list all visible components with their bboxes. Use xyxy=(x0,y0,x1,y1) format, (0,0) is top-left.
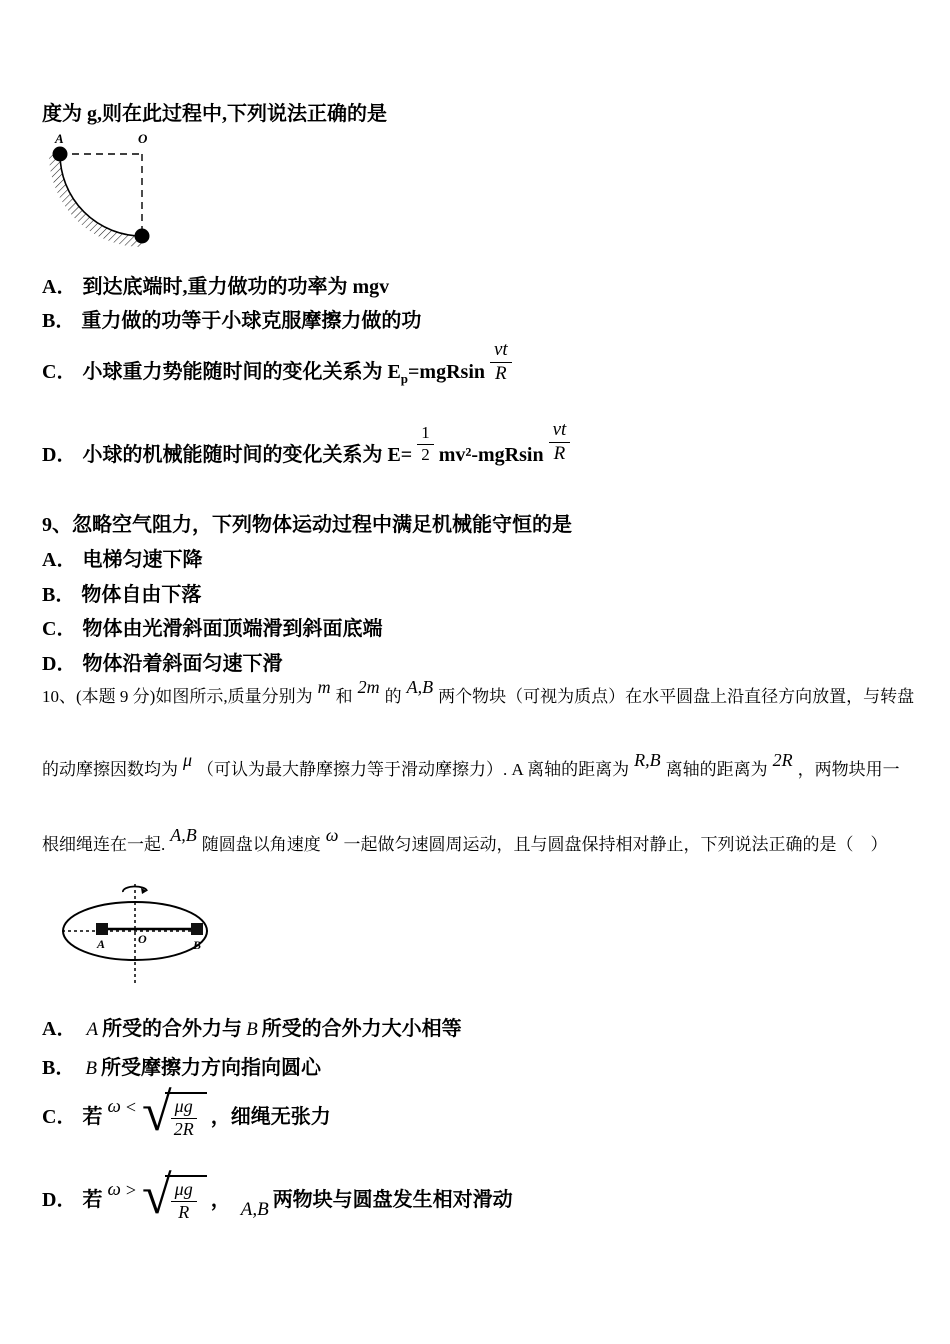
option-label: A． xyxy=(42,549,77,571)
q8-option-b xyxy=(42,304,421,333)
radical-sign: √ xyxy=(142,1165,172,1225)
q10-option-c xyxy=(42,1082,331,1142)
stem-text: 随圆盘以角速度 xyxy=(201,835,321,854)
fraction-numerator: vt xyxy=(490,340,512,363)
q8-stem: 度为 g,则在此过程中,下列说法正确的是 xyxy=(42,103,387,125)
q10-stem-line2 xyxy=(42,751,900,783)
label-block-b: B xyxy=(193,938,202,952)
stem-text: 根细绳连在一起. xyxy=(42,835,166,854)
math-2m: 2m xyxy=(357,677,380,697)
math-A: A xyxy=(86,1019,99,1040)
label-point-o: O xyxy=(138,131,148,146)
radicand xyxy=(165,1092,207,1140)
track-arc xyxy=(60,154,142,236)
sqrt-mu-g-over-R xyxy=(142,1165,207,1225)
option-text: 所受的合外力与 xyxy=(102,1018,243,1040)
sqrt-mu-g-over-2R xyxy=(142,1082,207,1142)
equation-text: =mgRsin xyxy=(408,360,485,383)
option-label: D． xyxy=(42,653,77,675)
option-text xyxy=(42,1183,102,1212)
stem-text: 和 xyxy=(335,687,353,706)
q10-stem-line3 xyxy=(42,826,887,858)
fraction-mug-over-R xyxy=(171,1180,197,1223)
option-text: 物体自由下落 xyxy=(81,584,202,606)
option-text: 电梯匀速下降 xyxy=(82,549,203,571)
math-m: m xyxy=(317,677,331,697)
label-block-a: A xyxy=(97,937,106,951)
fraction-numerator: μg xyxy=(171,1097,197,1119)
option-text: 所受摩擦力方向指向圆心 xyxy=(100,1057,321,1079)
option-text xyxy=(42,1100,102,1129)
q9-option-b xyxy=(42,578,201,607)
label-point-a: A xyxy=(55,131,64,146)
q10-option-b xyxy=(42,1051,321,1080)
fraction-denominator: R xyxy=(553,442,566,464)
block-b xyxy=(191,923,203,935)
option-text-ruo: 若 xyxy=(82,1189,103,1211)
q10-option-a xyxy=(42,1012,462,1041)
option-text xyxy=(42,438,412,467)
stem-text: （可认为最大静摩擦力等于滑动摩擦力）. A 离轴的距离为 xyxy=(197,760,630,779)
comma: ， xyxy=(210,1189,231,1211)
option-text: 到达底端时,重力做功的功率为 mgv xyxy=(82,276,390,298)
radical-sign: √ xyxy=(142,1082,172,1142)
q10-stem-line1 xyxy=(42,678,914,710)
option-text: 重力做的功等于小球克服摩擦力做的功 xyxy=(81,310,422,332)
option-tail: 两物块与圆盘发生相对滑动 xyxy=(272,1189,513,1211)
math-omega: ω xyxy=(107,1096,121,1117)
block-a xyxy=(96,923,108,935)
q8-option-a xyxy=(42,270,389,299)
math-AB: A,B xyxy=(240,1199,269,1220)
stem-text: 两个物块（可视为质点）在水平圆盘上沿直径方向放置，与转盘 xyxy=(438,687,915,706)
math-AB: A,B xyxy=(406,677,434,697)
label-center-o: O xyxy=(138,932,147,946)
fraction-denominator: R xyxy=(178,1201,190,1222)
greater-than-sign: > xyxy=(125,1180,137,1200)
q8-option-d xyxy=(42,420,575,467)
option-label: D． xyxy=(42,1189,77,1211)
stem-text: 一起做匀速圆周运动，且与圆盘保持相对静止，下列说法正确的是（ ） xyxy=(343,835,888,854)
q8-option-c xyxy=(42,340,517,387)
stem-text: 的 xyxy=(384,687,402,706)
q8-figure-quarter-track xyxy=(44,128,164,253)
option-label: D． xyxy=(42,443,77,466)
fraction-denominator: 2R xyxy=(173,1118,194,1139)
math-B: B xyxy=(85,1058,97,1079)
subscript-p: p xyxy=(400,370,409,386)
fraction-numerator: 1 xyxy=(417,424,434,445)
option-text xyxy=(42,355,485,387)
stem-text: 的动摩擦因数均为 xyxy=(42,760,178,779)
fraction-denominator: 2 xyxy=(421,445,430,465)
option-label: B． xyxy=(42,310,76,332)
math-AB: A,B xyxy=(170,825,197,845)
option-label: C． xyxy=(42,618,77,640)
math-mu: μ xyxy=(183,750,193,770)
q9-stem: 9、忽略空气阻力，下列物体运动过程中满足机械能守恒的是 xyxy=(42,514,572,536)
option-text: 物体由光滑斜面顶端滑到斜面底端 xyxy=(82,618,383,640)
option-text-ruo: 若 xyxy=(82,1106,103,1128)
option-text: 所受的合外力大小相等 xyxy=(261,1018,462,1040)
fraction-denominator: R xyxy=(495,362,507,384)
math-2R: 2R xyxy=(772,750,793,770)
stem-text: 10、(本题 9 分)如图所示,质量分别为 xyxy=(42,687,313,706)
option-text-main: 小球重力势能随时间的变化关系为 E xyxy=(82,360,401,383)
radicand xyxy=(165,1175,207,1223)
math-omega: ω xyxy=(107,1179,121,1200)
stem-text: 离轴的距离为 xyxy=(665,760,768,779)
fraction-numerator: vt xyxy=(549,420,571,443)
option-label: C． xyxy=(42,360,77,383)
option-text: 物体沿着斜面匀速下滑 xyxy=(82,653,283,675)
option-tail: ，细绳无张力 xyxy=(210,1106,331,1128)
option-label: B． xyxy=(42,1057,76,1079)
option-text-main: 小球的机械能随时间的变化关系为 E= xyxy=(82,443,413,466)
ball-at-top xyxy=(53,147,68,162)
option-label: A． xyxy=(42,276,77,298)
fraction-mug-over-2R xyxy=(171,1097,197,1140)
fraction-vt-over-R xyxy=(490,340,512,385)
q9-option-a xyxy=(42,543,202,572)
equation-middle: mv²-mgRsin xyxy=(438,443,544,466)
q9-option-c xyxy=(42,612,382,641)
track-hatching xyxy=(49,154,142,247)
option-label: A． xyxy=(42,1018,77,1040)
math-omega: ω xyxy=(325,825,339,845)
fraction-vt-over-R xyxy=(549,420,571,465)
less-than-sign: < xyxy=(125,1097,137,1117)
q10-option-d xyxy=(42,1165,513,1225)
ball-at-bottom xyxy=(135,229,150,244)
q10-figure-rotating-disc xyxy=(57,878,217,993)
fraction-one-half xyxy=(417,424,434,464)
fraction-numerator: μg xyxy=(171,1180,197,1202)
q9-option-d xyxy=(42,647,282,676)
option-label: C． xyxy=(42,1106,77,1128)
stem-text: ，两物块用一 xyxy=(797,760,900,779)
math-B: B xyxy=(246,1019,258,1040)
math-RB: R,B xyxy=(634,750,661,770)
option-label: B． xyxy=(42,584,76,606)
